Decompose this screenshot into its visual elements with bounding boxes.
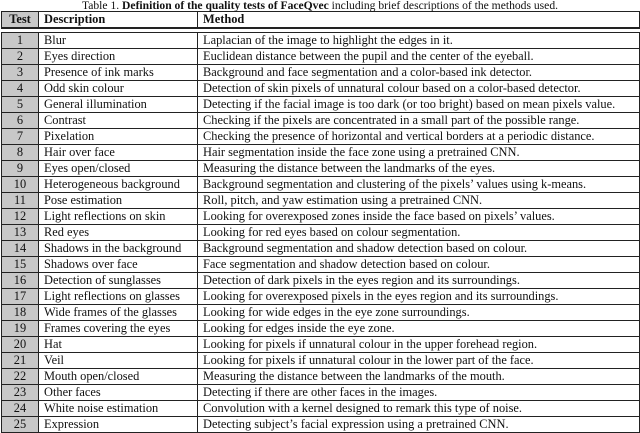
table-row [2,161,640,177]
table-row [2,417,640,433]
test-description: Hair over face [39,145,198,161]
test-method: Laplacian of the image to highlight the edges in it. [198,33,640,49]
test-method: Looking for edges inside the eye zone. [198,321,640,337]
table-row [2,401,640,417]
table-row [2,369,640,385]
test-description: Wide frames of the glasses [39,305,198,321]
table-row [2,193,640,209]
test-number: 5 [2,97,39,113]
test-number: 21 [2,353,39,369]
table-row [2,385,640,401]
test-number: 14 [2,241,39,257]
table-row [2,49,640,65]
test-number: 15 [2,257,39,273]
test-number: 12 [2,209,39,225]
test-number: 24 [2,401,39,417]
test-description: Red eyes [39,225,198,241]
test-description: Hat [39,337,198,353]
table-row [2,33,640,49]
test-number: 25 [2,417,39,433]
caption-title: Definition of the quality tests of FaceQvec [122,0,329,12]
table-row [2,241,640,257]
test-number: 17 [2,289,39,305]
test-number: 9 [2,161,39,177]
table-row [2,129,640,145]
test-method: Background segmentation and shadow detection based on colour. [198,241,640,257]
test-description: Veil [39,353,198,369]
header-method: Method [198,12,640,29]
test-number: 1 [2,33,39,49]
test-method: Detection of dark pixels in the eyes region and its surroundings. [198,273,640,289]
table-row [2,273,640,289]
test-method: Face segmentation and shadow detection based on colour. [198,257,640,273]
test-description: Shadows over face [39,257,198,273]
test-description: Light reflections on skin [39,209,198,225]
test-method: Detecting if there are other faces in the images. [198,385,640,401]
test-number: 16 [2,273,39,289]
test-description: Pixelation [39,129,198,145]
test-method: Euclidean distance between the pupil and the center of the eyeball. [198,49,640,65]
test-number: 13 [2,225,39,241]
table-row [2,257,640,273]
test-number: 10 [2,177,39,193]
table-row [2,289,640,305]
test-description: Mouth open/closed [39,369,198,385]
test-number: 4 [2,81,39,97]
table-row [2,65,640,81]
table-row [2,177,640,193]
test-method: Background and face segmentation and a color-based ink detector. [198,65,640,81]
test-method: Detection of skin pixels of unnatural colour based on a color-based detector. [198,81,640,97]
test-description: Expression [39,417,198,433]
table-row [2,81,640,97]
test-method: Looking for overexposed pixels in the eyes region and its surroundings. [198,289,640,305]
test-number: 23 [2,385,39,401]
header-description: Description [39,12,198,29]
test-description: Shadows in the background [39,241,198,257]
test-method: Roll, pitch, and yaw estimation using a pretrained CNN. [198,193,640,209]
test-description: Odd skin colour [39,81,198,97]
table-row [2,353,640,369]
table-row [2,337,640,353]
table-row [2,113,640,129]
quality-tests-table [1,32,640,433]
test-description: Presence of ink marks [39,65,198,81]
test-method: Looking for overexposed zones inside the face based on pixels’ values. [198,209,640,225]
test-method: Checking the presence of horizontal and vertical borders at a periodic distance. [198,129,640,145]
test-method: Measuring the distance between the landmarks of the mouth. [198,369,640,385]
test-description: Contrast [39,113,198,129]
test-method: Measuring the distance between the landmarks of the eyes. [198,161,640,177]
test-method: Detecting subject’s facial expression using a pretrained CNN. [198,417,640,433]
test-description: Frames covering the eyes [39,321,198,337]
test-description: General illumination [39,97,198,113]
test-number: 3 [2,65,39,81]
test-number: 11 [2,193,39,209]
test-number: 19 [2,321,39,337]
test-description: Eyes direction [39,49,198,65]
test-description: Light reflections on glasses [39,289,198,305]
test-number: 22 [2,369,39,385]
header-test: Test [2,12,39,29]
table-row [2,145,640,161]
test-method: Looking for pixels if unnatural colour in the lower part of the face. [198,353,640,369]
test-number: 8 [2,145,39,161]
test-description: Other faces [39,385,198,401]
test-method: Background segmentation and clustering of the pixels’ values using k-means. [198,177,640,193]
test-method: Hair segmentation inside the face zone using a pretrained CNN. [198,145,640,161]
table-header [1,11,640,29]
caption-suffix: including brief descriptions of the methods used. [328,0,559,12]
header-row [2,12,640,29]
caption-prefix: Table 1. [81,0,123,12]
test-description: Heterogeneous background [39,177,198,193]
test-method: Looking for red eyes based on colour segmentation. [198,225,640,241]
table-row [2,321,640,337]
test-method: Looking for pixels if unnatural colour in the upper forehead region. [198,337,640,353]
test-number: 18 [2,305,39,321]
test-description: Detection of sunglasses [39,273,198,289]
table-row [2,97,640,113]
table-row [2,209,640,225]
test-method: Detecting if the facial image is too dark (or too bright) based on mean pixels value. [198,97,640,113]
test-description: Pose estimation [39,193,198,209]
table-row [2,305,640,321]
test-description: Eyes open/closed [39,161,198,177]
test-description: White noise estimation [39,401,198,417]
table-caption [0,0,640,11]
test-number: 20 [2,337,39,353]
test-method: Checking if the pixels are concentrated in a small part of the possible range. [198,113,640,129]
test-number: 6 [2,113,39,129]
test-method: Looking for wide edges in the eye zone surroundings. [198,305,640,321]
test-number: 2 [2,49,39,65]
test-description: Blur [39,33,198,49]
test-method: Convolution with a kernel designed to remark this type of noise. [198,401,640,417]
table-row [2,225,640,241]
test-number: 7 [2,129,39,145]
